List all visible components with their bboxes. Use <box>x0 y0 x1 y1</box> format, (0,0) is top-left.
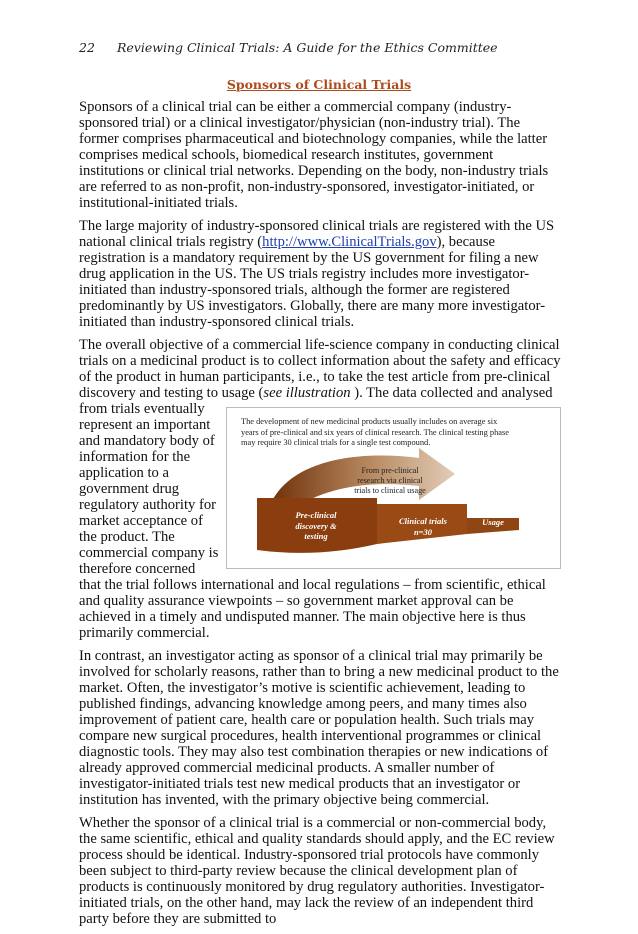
paragraph-2-end: ), because registration is a mandatory requirement by the US government for filing a new drug application in the US. The US trials registry includes more investigator-initiated than industry-sponsored trials, although the former are registered predominantly by US investigators. Globally, there are many more investigator-initiated than industry-sponsored clinical trials. <box>79 234 546 330</box>
arc-label: From pre-clinical research via clinical trials to clinical usage <box>354 466 426 495</box>
clinicaltrials-link[interactable]: http://www.ClinicalTrials.gov <box>262 234 437 250</box>
development-figure <box>226 407 561 569</box>
paragraph-4: In contrast, an investigator acting as sponsor of a clinical trial may primarily be involved for scholarly reasons, rather than to bring a new medicinal product to the market. Often, the investigator’s motive is scientific achievement, leading to published findings, advancing knowledge among peers, and many times also improvement of patient care, health care or population health. Such trials may compare new surgical procedures, health interventional programmes or clinical diagnostic tools. They may also test combination therapies or new indications of already approved commercial medicinal products. A smaller number of investigator-initiated trials test new medical products that an investigator or institution has invented, with the primary objective being commercial. <box>79 648 559 808</box>
paragraph-2 <box>79 218 561 330</box>
paragraph-2-start: The large majority of industry-sponsored clinical trials are registered with the US national clinical trials registry ( <box>79 218 555 250</box>
body-text <box>79 99 561 934</box>
figure-caption: The development of new medicinal products usually includes on average six years of pre-clinical and six years of clinical research. The clinical testing phase may require 30 clinical trials for a single test compound. <box>241 417 509 447</box>
paragraph-5: Whether the sponsor of a clinical trial is a commercial or non-commercial body, the same scientific, ethical and quality standards should apply, and the EC review process should be identical. Industry-sponsored trial protocols have commonly been subject to third-party review because the clinical development plan of products is continuously monitored by drug regulatory authorities. Investigator-initiated trials, on the other hand, may lack the review of an independent third party before they are submitted to <box>79 815 555 927</box>
paragraph-1: Sponsors of a clinical trial can be either a commercial company (industry-sponsored trial) or a clinical investigator/physician (non-industry trial). The former comprises pharmaceutical and biotechnology companies, while the latter comprises medical schools, biomedical research institutes, government institutions or clinical trial networks. Depending on the body, non-industry trials are referred to as non-profit, non-industry-sponsored, investigator-initiated, or institutional-initiated trials. <box>79 99 549 211</box>
stage-usage-label: Usage <box>482 517 504 527</box>
paragraph-3-end: ). The data collected and analysed from trials eventually represent an important and mandatory body of information for the application to a government drug regulatory authority for market acceptance of the product. The commercial company is therefore concerned that the trial follows international and local regulations – from scientific, ethical and quality assurance viewpoints – so government market approval can be achieved in a timely and undisputed manner. The main objective here is thus primarily commercial. <box>79 385 553 641</box>
stage-clinical-label: Clinical trials n=30 <box>399 516 447 537</box>
page-number: 22 <box>79 40 95 55</box>
page-header <box>79 40 498 55</box>
paragraph-3 <box>79 337 561 641</box>
section-title: Sponsors of Clinical Trials <box>226 77 412 92</box>
see-illustration-ref: see illustration <box>263 385 351 401</box>
stage-preclinical-label: Pre-clinical discovery & testing <box>295 510 337 541</box>
paragraph-3-start: The overall objective of a commercial life-science company in conducting clinical trials on a medicinal product is to collect information about the safety and efficacy of the product in human participants, i.e., to take the test article from pre-clinical discovery and testing to usage ( <box>79 337 561 401</box>
running-title: Reviewing Clinical Trials: A Guide for the Ethics Committee <box>117 40 498 55</box>
